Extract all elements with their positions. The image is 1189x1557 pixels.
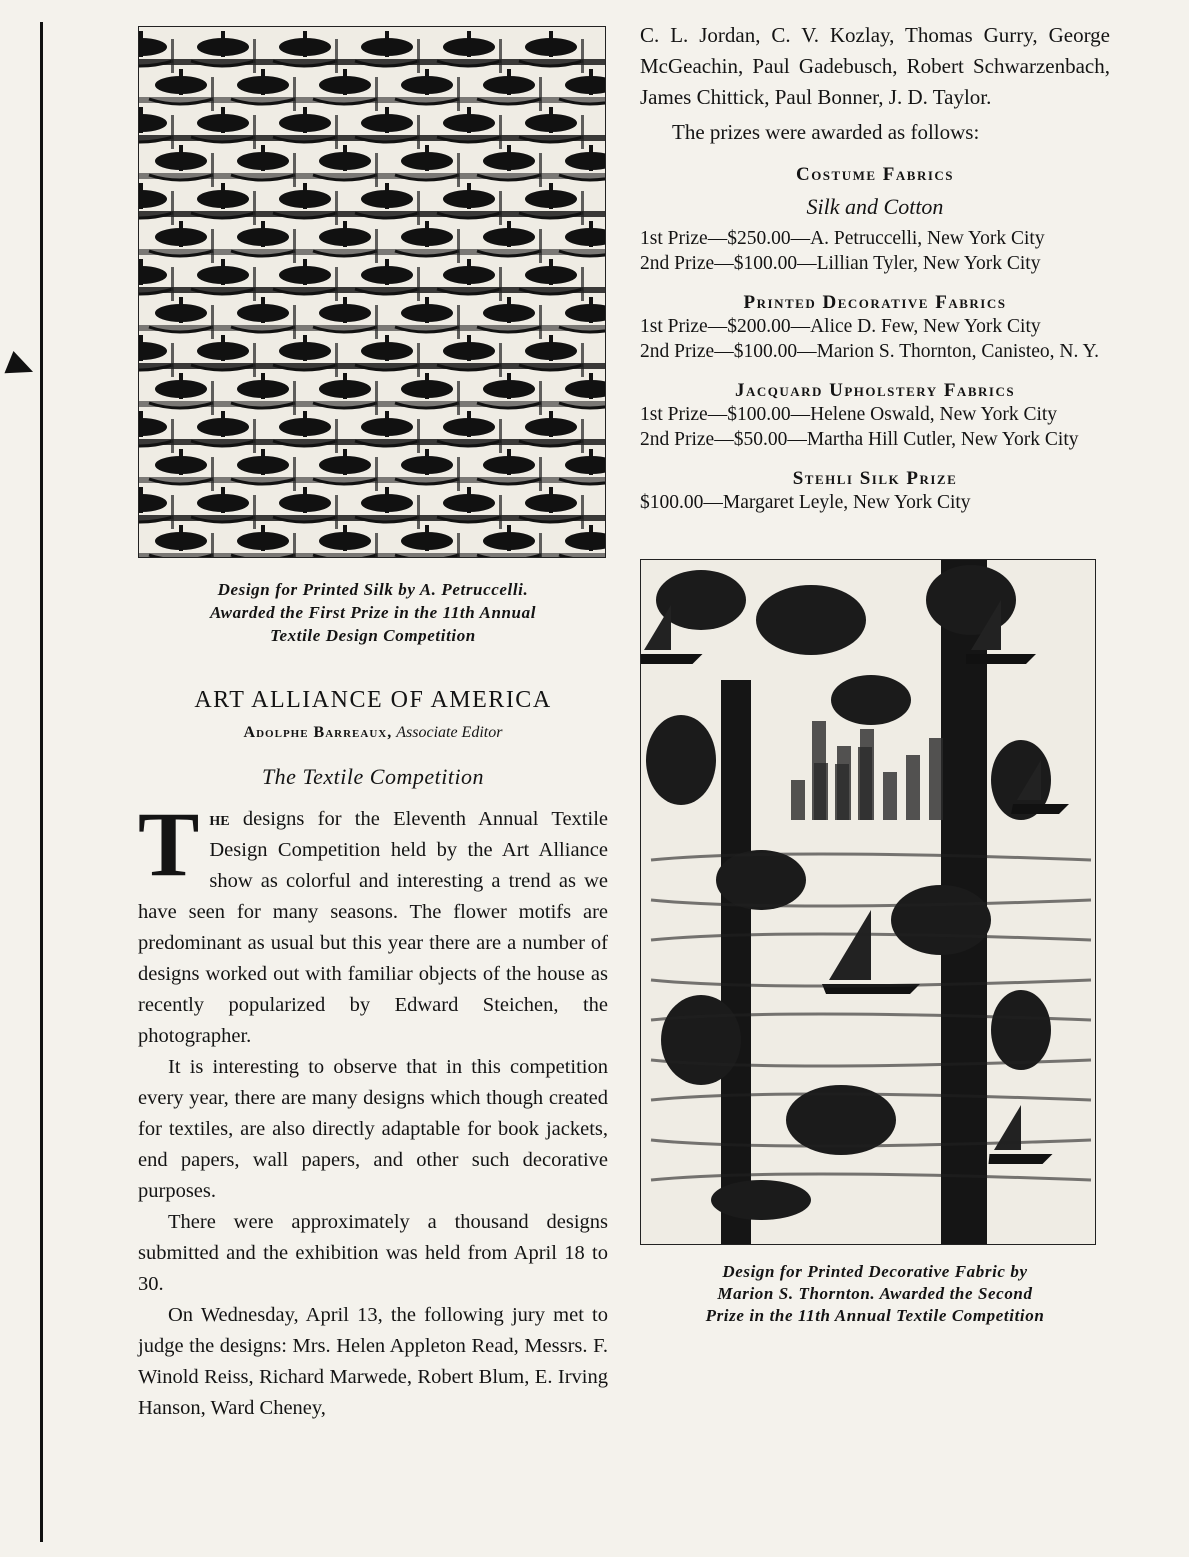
- caption-line: Textile Design Competition: [270, 626, 476, 645]
- figure-bottom-caption: [640, 1261, 1110, 1327]
- category-stehli-title: Stehli Silk Prize: [792, 468, 958, 489]
- paragraph: [138, 793, 608, 1052]
- editor-role: Associate Editor: [396, 724, 503, 741]
- prizes-intro: The prizes were awarded as follows:: [672, 120, 980, 144]
- paragraph-text: designs for the Eleventh Annual Textile Design Competition held by the Art Alliance show as colorful and interesting a trend as we have seen for many seasons. The flower motifs are predominant as usual but this year there are a number of designs worked out with familiar objects of the house as recently popularized by Edward Steichen, the photographer.: [138, 808, 608, 1047]
- paragraph: On Wednesday, April 13, the following jury met to judge the designs: Mrs. Helen Appleton Read, Messrs. F. Winold Reiss, Richard Marwede, Robert Blum, E. Irving Hanson, Ward Cheney,: [138, 1304, 608, 1419]
- figure-top-caption: [138, 578, 608, 647]
- harbor-trees-sailboats-pattern-svg: [641, 560, 1095, 1244]
- category-printed-title: Printed Decorative Fabrics: [743, 292, 1007, 313]
- category-costume-title: Costume Fabrics: [795, 164, 955, 185]
- article-body: [138, 793, 608, 1424]
- drop-cap: T: [138, 793, 200, 895]
- printed-silk-ship-pattern-icon: [138, 26, 606, 558]
- category-jacquard-title: Jacquard Upholstery Fabrics: [734, 380, 1016, 401]
- prize-line: 2nd Prize—$100.00—Lillian Tyler, New York City: [640, 253, 1041, 274]
- article-heading: ART ALLIANCE OF AMERICA: [194, 687, 552, 713]
- printed-silk-ship-pattern-svg: [139, 27, 605, 557]
- harbor-scene-group: [641, 560, 1091, 1244]
- section-title: The Textile Competition: [261, 764, 485, 789]
- caption-line: Awarded the First Prize in the 11th Annual: [209, 603, 537, 622]
- prize-line: 1st Prize—$100.00—Helene Oswald, New York City: [640, 404, 1058, 425]
- jury-continuation: C. L. Jordan, C. V. Kozlay, Thomas Gurry, George McGeachin, Paul Gadebusch, Robert Schwarzenbach, James Chittick, Paul Bonner, J. D. Taylor.: [640, 23, 1110, 109]
- paragraph: It is interesting to observe that in this competition every year, there are many designs which though created for textiles, are also directly adaptable for book jackets, end papers, wall papers, and other such decorative purposes.: [138, 1056, 608, 1202]
- caption-line: Design for Printed Decorative Fabric by: [722, 1262, 1028, 1281]
- editor-name: Adolphe Barreaux,: [243, 724, 393, 741]
- prize-line: $100.00—Margaret Leyle, New York City: [640, 492, 971, 513]
- paragraph: There were approximately a thousand designs submitted and the exhibition was held from April 18 to 30.: [138, 1211, 608, 1295]
- prize-line: 1st Prize—$200.00—Alice D. Few, New York City: [640, 316, 1041, 337]
- ship-motif-group: [139, 31, 605, 557]
- caption-line: Prize in the 11th Annual Textile Competition: [705, 1306, 1045, 1325]
- article-byline: [138, 724, 608, 742]
- right-column: [640, 20, 1110, 1327]
- lead-in: he: [209, 808, 230, 830]
- prize-line: 2nd Prize—$50.00—Martha Hill Cutler, New York City: [640, 429, 1079, 450]
- margin-rule: [40, 22, 43, 1542]
- category-costume-subtitle: Silk and Cotton: [806, 194, 944, 219]
- margin-arrow-mark: [4, 351, 37, 383]
- harbor-trees-sailboats-pattern-icon: [640, 559, 1096, 1245]
- prize-line: 2nd Prize—$100.00—Marion S. Thornton, Canisteo, N. Y.: [640, 341, 1099, 362]
- left-column: [138, 26, 608, 1424]
- caption-line: Marion S. Thornton. Awarded the Second: [717, 1284, 1033, 1303]
- caption-line: Design for Printed Silk by A. Petruccelli.: [217, 580, 529, 599]
- prize-line: 1st Prize—$250.00—A. Petruccelli, New York City: [640, 228, 1045, 249]
